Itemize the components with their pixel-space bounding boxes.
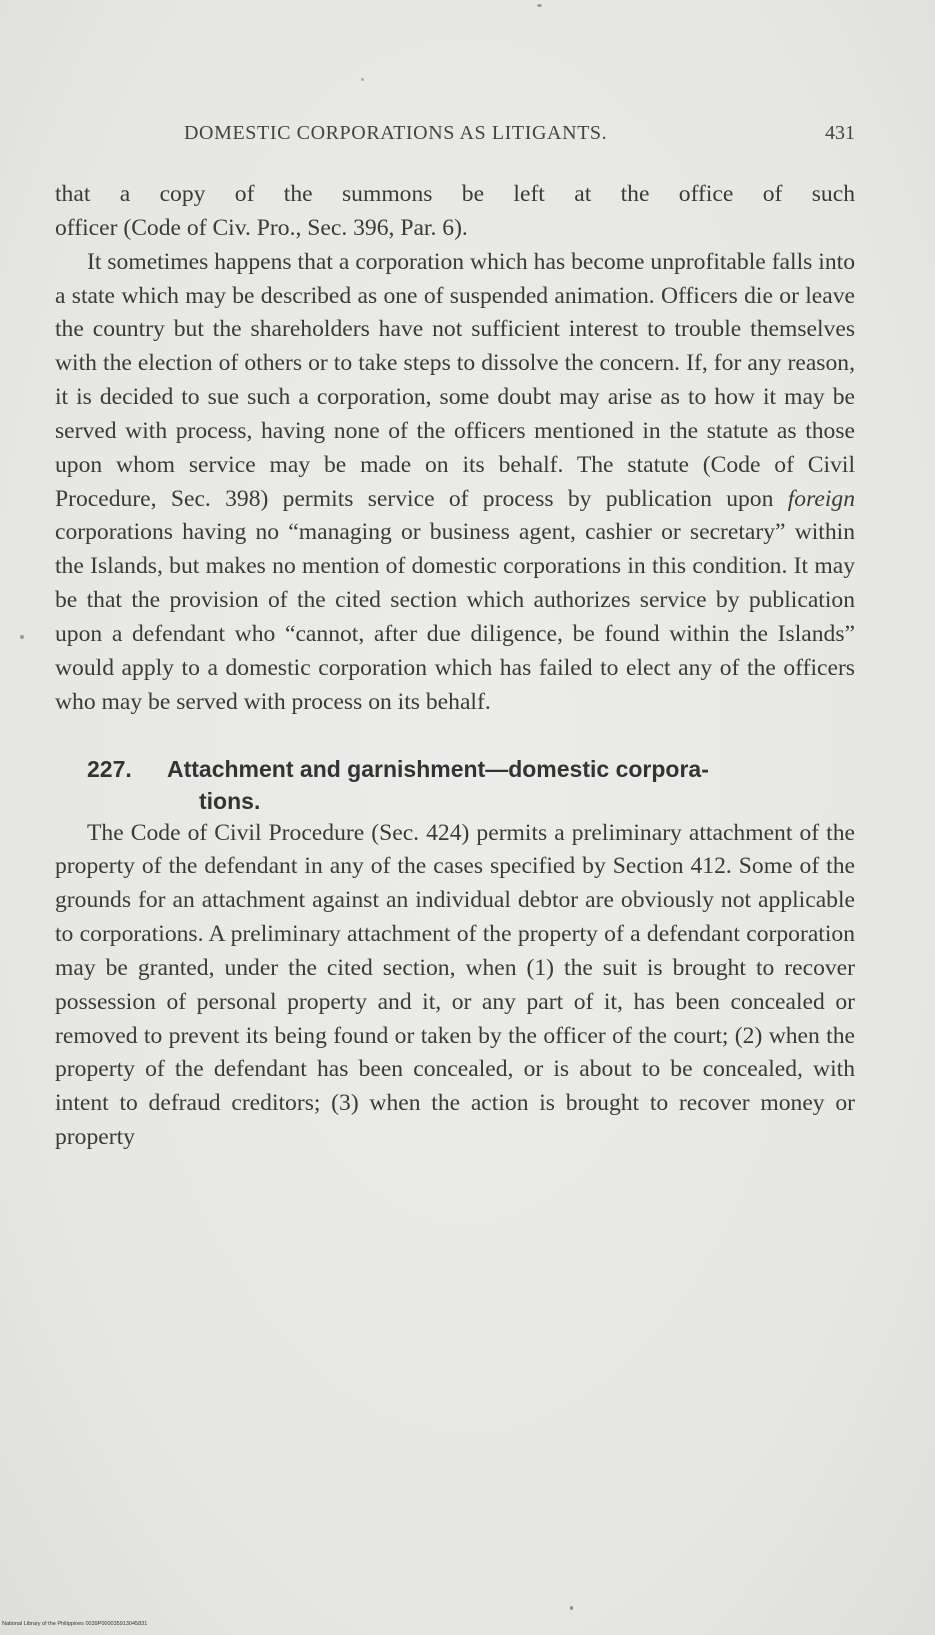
library-stamp: National Library of the Philippines 0039P000035913045831 xyxy=(2,1621,148,1627)
text-line: that a copy of the summons be left at the office of such xyxy=(55,181,855,207)
body-text xyxy=(55,178,855,1155)
paper-speck xyxy=(361,78,364,81)
text-line: officer (Code of Civ. Pro., Sec. 396, Par. 6). xyxy=(55,214,468,241)
paper-speck xyxy=(537,4,542,7)
paragraph-attachment xyxy=(55,817,855,1155)
page-number: 431 xyxy=(825,122,855,144)
paragraph-text: It sometimes happens that a corporation which has become unprofitable falls into a state which may be described as one of suspended animation. Officers die or leave the country but the shareholders have not sufficient interest to trouble themselves with the election of others or to take steps to dissolve the concern. If, for any reason, it is decided to sue such a corporation, some doubt may arise as to how it may be served with process, having none of the officers mentioned in the statute as those upon whom service may be made on its behalf. The statute (Code of Civil Procedure, Sec. 398) permits service of process by publication upon xyxy=(55,248,855,512)
paragraph-suspended-animation xyxy=(55,246,855,720)
italic-term: foreign xyxy=(787,485,855,512)
running-head xyxy=(55,122,855,152)
running-title: DOMESTIC CORPORATIONS AS LITIGANTS. xyxy=(184,122,608,144)
paragraph-text: The Code of Civil Procedure (Sec. 424) permits a preliminary attachment of the property of the defendant in any of the cases specified by Section 412. Some of the grounds for an attachment against an individual debtor are obviously not applicable to corporations. A preliminary attachment of the property of a defendant corporation may be granted, under the cited section, when (1) the suit is brought to recover possession of personal property and it, or any part of it, has been concealed or removed to prevent its being found or taken by the officer of the court; (2) when the property of the defendant has been concealed, or is about to be concealed, with intent to defraud creditors; (3) when the action is brought to recover money or property xyxy=(55,819,855,1151)
paper-speck xyxy=(570,1606,573,1610)
section-number: 227. xyxy=(87,755,132,782)
paper-speck xyxy=(20,635,24,639)
section-heading xyxy=(55,753,855,817)
section-title-line-2: tions. xyxy=(199,787,261,814)
paragraph-text: corporations having no “managing or business agent, cashier or secretary” within the Islands, but makes no mention of domestic corporations in this condition. It may be that the provision of the cited section which authorizes service by publication upon a defendant who “cannot, after due diligence, be found within the Islands” would apply to a domestic corporation which has failed to elect any of the officers who may be served with process on its behalf. xyxy=(55,519,855,715)
section-title-line-1: Attachment and garnishment—domestic corpora- xyxy=(167,755,709,782)
paragraph-continuation xyxy=(55,178,855,246)
